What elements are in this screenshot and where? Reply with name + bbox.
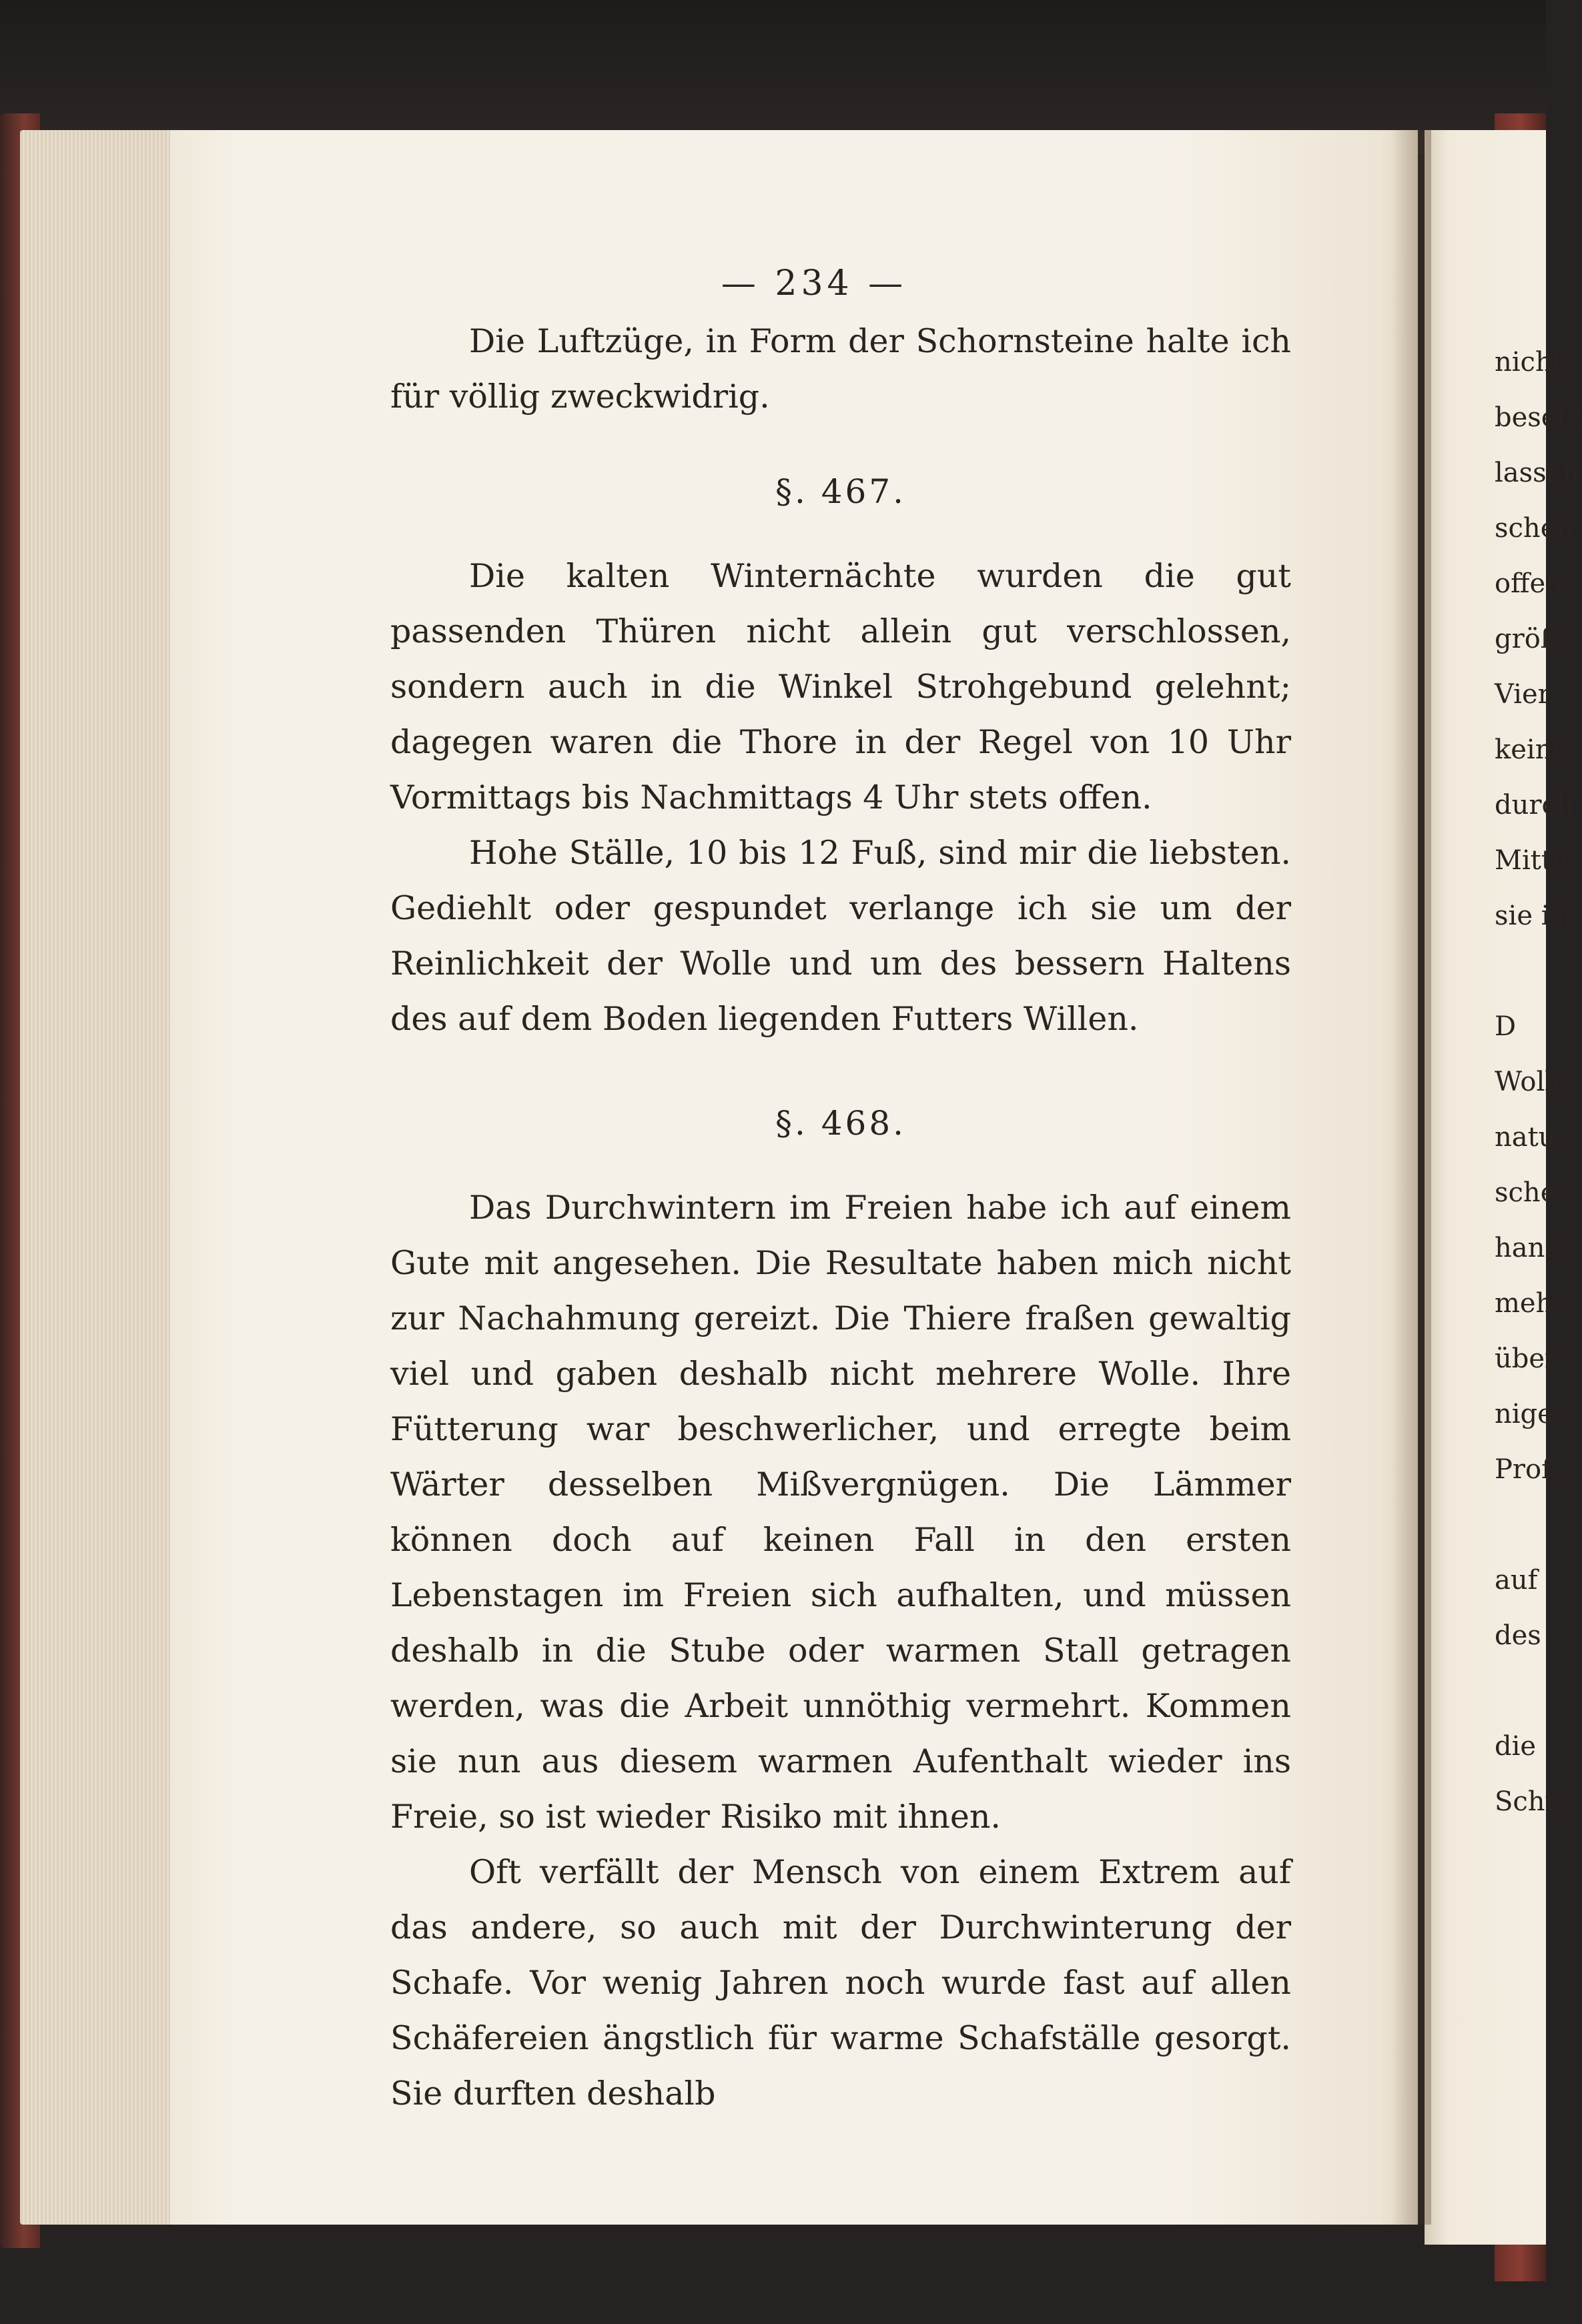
sliver-line: mehr [1495,1288,1566,1319]
section-heading: §. 468. [775,1104,907,1143]
page-block-edges [20,130,180,2225]
sliver-line: Wolle [1495,1067,1569,1097]
page-text [390,253,1291,2121]
sliver-line: sche [1495,1177,1557,1208]
sliver-line: sie ist [1495,901,1575,931]
sliver-line: Vier [1495,679,1551,710]
sliver-line: hand [1495,1233,1562,1263]
page-body [390,314,1291,2121]
paragraph: Die Luftzüge, in Form der Schornsteine halte ich für völlig zweckwidrig. [390,322,1291,416]
sliver-line: lassen [1495,458,1580,488]
sliver-line: des [1495,1620,1541,1651]
sliver-line: nicht [1495,347,1563,378]
sliver-line: niges [1495,1399,1567,1429]
paragraph: Oft verfällt der Mensch von einem Extrem auf das andere, so auch mit der Durchwinterung der Schafe. Vor wenig Jahren noch wurde fast auf allen Schäfereien ängstlich für warme Schafställe gesorgt. Sie durften deshalb [390,1853,1291,2113]
sliver-line: natu [1495,1122,1556,1153]
sliver-line: über [1495,1343,1558,1374]
sliver-line: schen [1495,513,1574,544]
sliver-line: die [1495,1731,1537,1762]
sliver-line: D [1495,1011,1517,1042]
paragraph: Die kalten Winternächte wurden die gut passenden Thüren nicht allein gut verschlossen, sondern auch in die Winkel Strohgebund gelehnt; dagegen waren die Thore in der Regel von 10 Uhr Vormittags bis Nachmittags 4 Uhr stets offen. [390,557,1291,816]
page-number: — 234 — [721,263,907,304]
book-gutter [1391,130,1431,2225]
sliver-line: durch [1495,790,1574,820]
section-heading: §. 467. [775,472,907,511]
sliver-line: keine [1495,734,1569,765]
paragraph: Hohe Ställe, 10 bis 12 Fuß, sind mir die liebsten. Gediehlt oder gespundet verlange ich sie um der Reinlichkeit der Wolle und um des bessern Haltens des auf dem Boden liegenden Futters Willen. [390,834,1291,1038]
sliver-line: größ [1495,624,1559,654]
sliver-line: Prof. [1495,1454,1559,1485]
sliver-line: Schu [1495,1786,1563,1817]
sliver-line: offen [1495,568,1563,599]
paragraph: Das Durchwintern im Freien habe ich auf einem Gute mit angesehen. Die Resultate haben mich nicht zur Nachahmung gereizt. Die Thiere fraßen gewaltig viel und gaben deshalb nicht mehrere Wolle. Ihre Fütterung war beschwerlicher, und erregte beim Wärter desselben Mißvergnügen. Die Lämmer können doch auf keinen Fall in den ersten Lebenstagen im Freien sich aufhalten, und müssen deshalb in die Stube oder warmen Stall getragen werden, was die Arbeit unnöthig vermehrt. Kommen sie nun aus diesem warmen Aufenthalt wieder ins Freie, so ist wieder Risiko mit ihnen. [390,1189,1291,1836]
sliver-line: Mitte [1495,845,1568,876]
sliver-line: auf [1495,1565,1538,1596]
sliver-line: besetz [1495,402,1582,433]
